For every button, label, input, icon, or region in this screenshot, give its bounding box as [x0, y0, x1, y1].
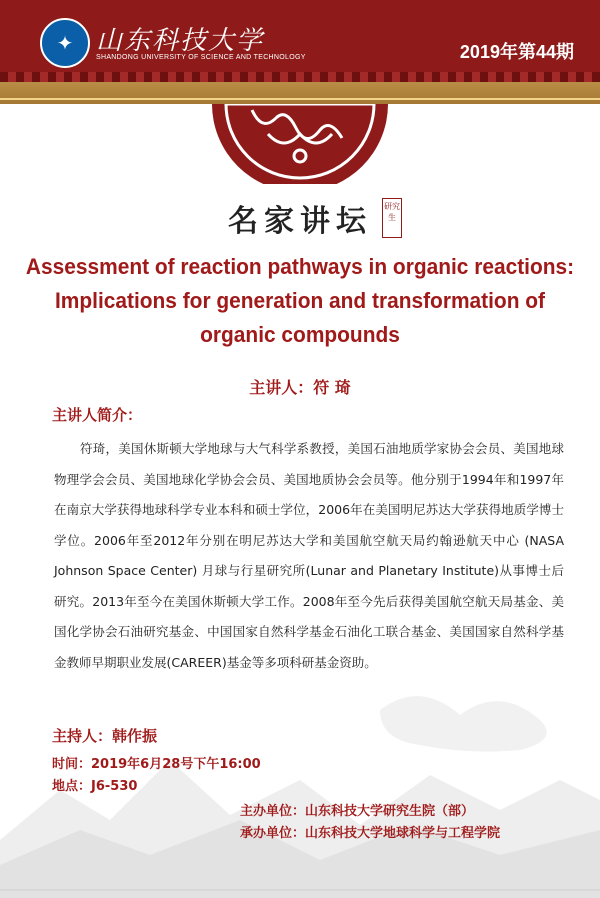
header-pattern: [0, 72, 600, 82]
event-time: 时间：2019年6月28号下午16:00: [52, 757, 261, 772]
university-name: 山东科技大学: [96, 26, 265, 56]
graduate-stamp: 研究生: [382, 198, 402, 238]
speaker-intro-heading: 主讲人简介：: [52, 406, 143, 424]
event-place: 地点：J6-530: [52, 779, 138, 794]
talk-title-line: Assessment of reaction pathways in organic reactions:: [25, 254, 575, 279]
talk-title-line: organic compounds: [200, 322, 400, 347]
speaker: 主讲人：符 琦: [249, 378, 351, 397]
organizer: 主办单位：山东科技大学研究生院（部）: [240, 804, 475, 819]
host: 主持人：韩作振: [52, 727, 158, 745]
co-organizer: 承办单位：山东科技大学地球科学与工程学院: [240, 826, 501, 841]
speaker-bio: 符琦，美国休斯顿大学地球与大气科学系教授，美国石油地质学家协会会员、美国地球物理学会会员、美国地球化学协会会员、美国地质协会会员等。他分别于1994年和1997年在南京大学获得地球科学专业本科和硕士学位，2006年在美国明尼苏达大学获得地质学博士学位。2006年至2012年分别在明尼苏达大学和美国航空航天局约翰逊航天中心 (NASA Johnson Space Center) 月球与行星研究所(Lunar and Planetary Institute)从事博士后研究。2013年至今在美国休斯顿大学工作。2008年至今先后获得美国航空航天局基金、美国化学协会石油研究基金、中国国家自然科学基金石油化工联合基金、美国国家自然科学基金教师早期职业发展(CAREER)基金等多项科研基金资助。: [54, 441, 564, 670]
gold-band: [0, 82, 600, 104]
talk-title-line: Implications for generation and transformation of: [54, 288, 546, 313]
issue-number: 2019年第44期: [459, 42, 574, 62]
university-logo: ✦: [40, 18, 90, 68]
decorative-seal: [212, 104, 388, 184]
talk-title: [15, 250, 585, 352]
header-banner: [0, 0, 600, 82]
lecture-series-title: 名家讲坛: [228, 204, 372, 239]
university-name-english: SHANDONG UNIVERSITY OF SCIENCE AND TECHNOLOGY: [96, 54, 306, 61]
